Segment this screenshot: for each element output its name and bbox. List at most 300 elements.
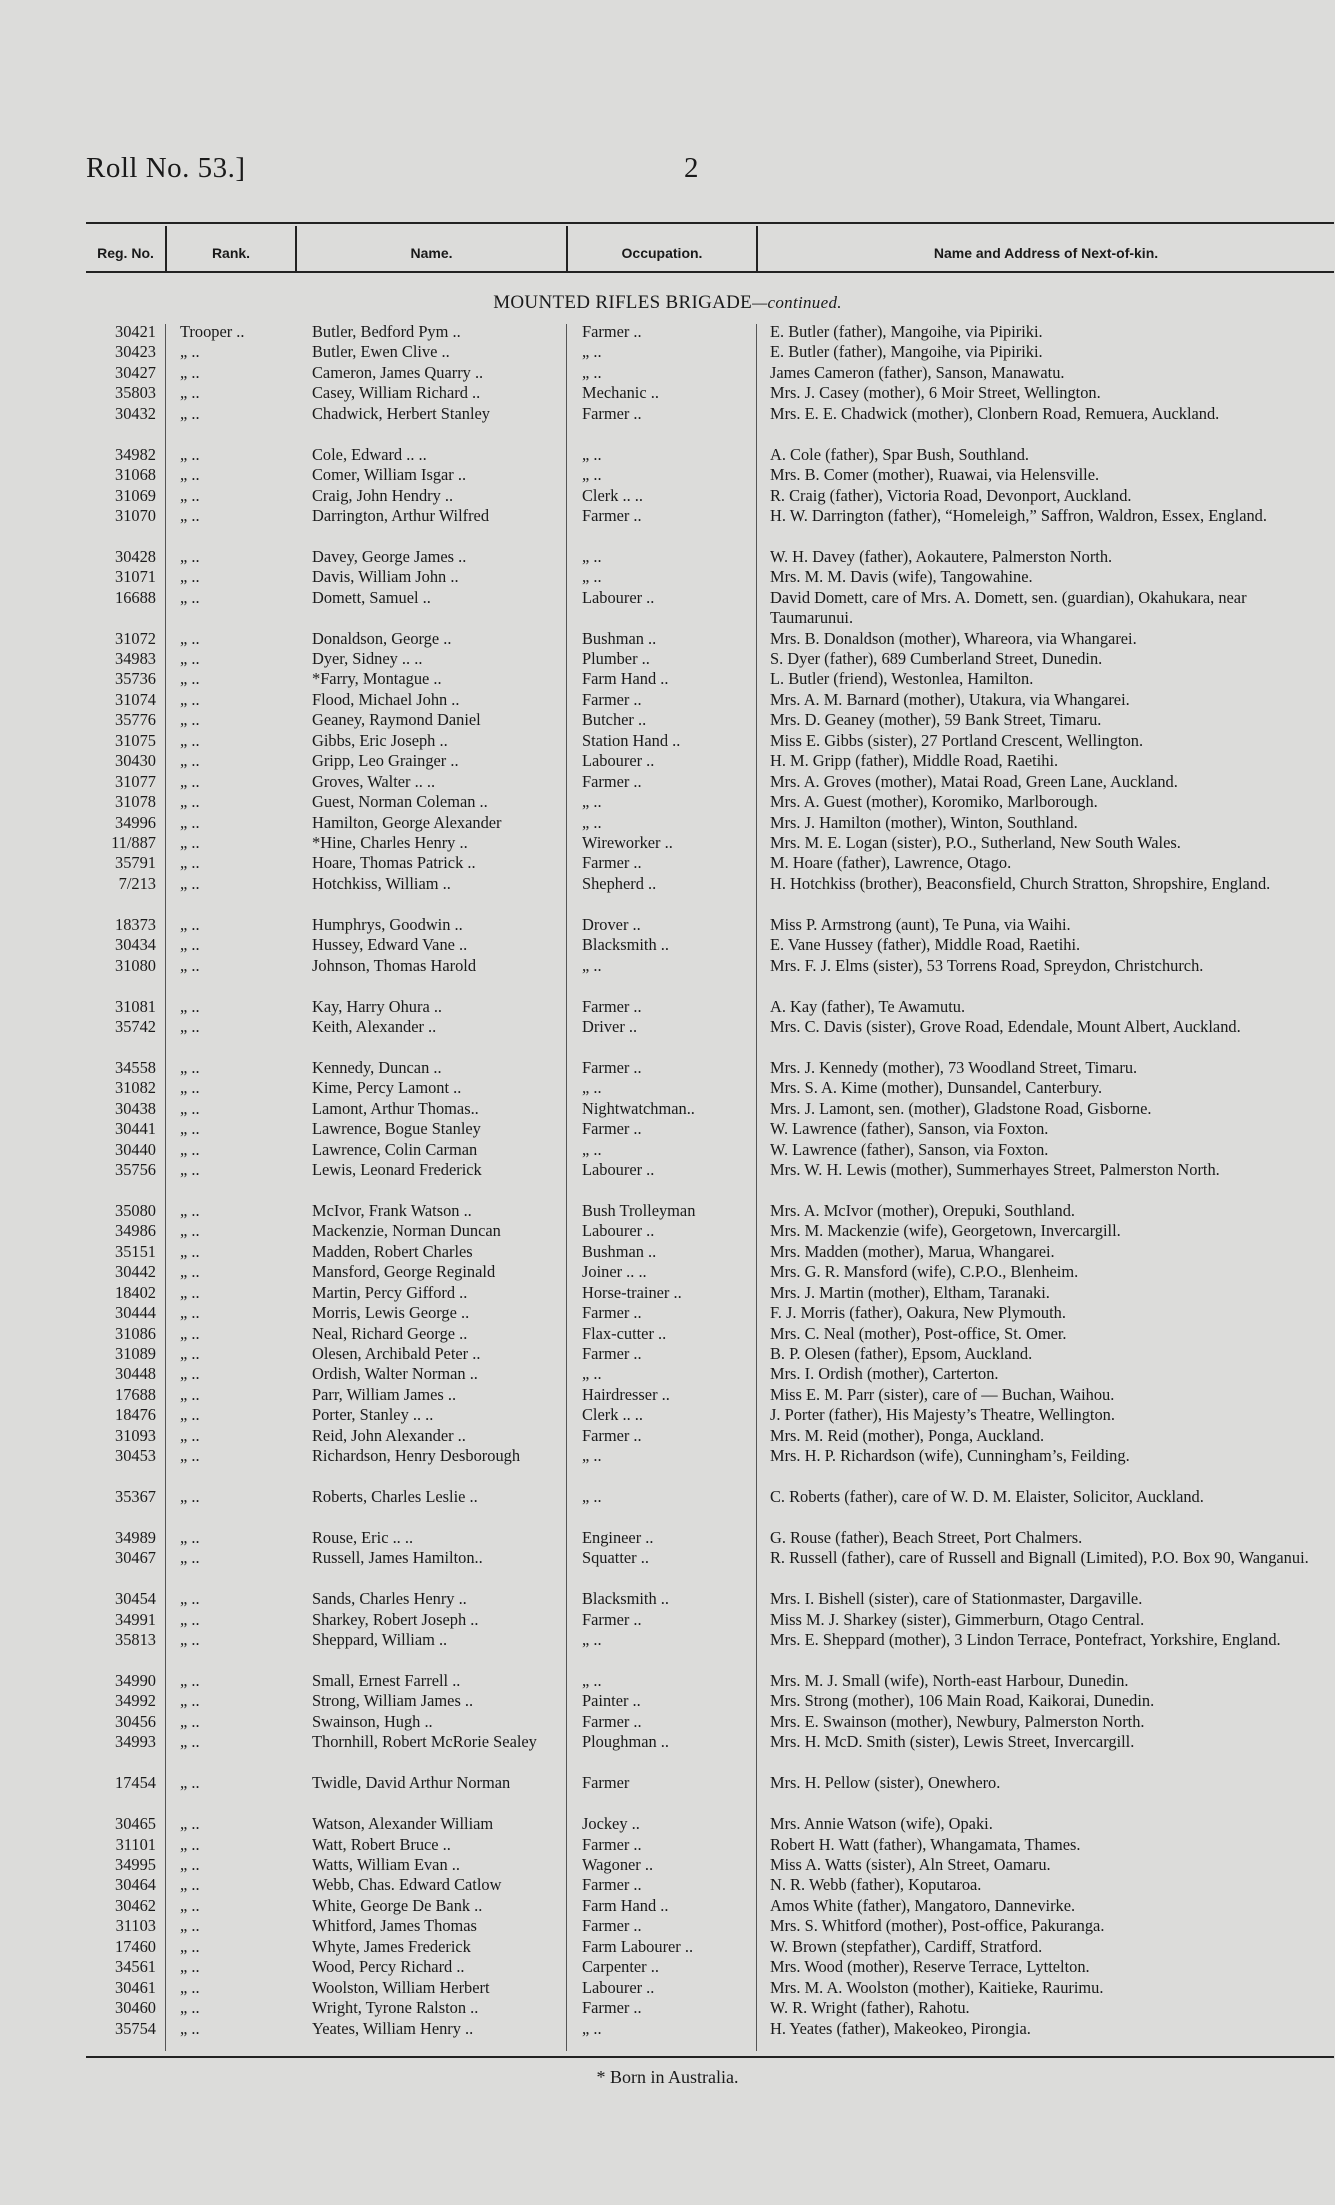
next-of-kin: W. H. Davey (father), Aokautere, Palmerston North. <box>770 546 1113 566</box>
next-of-kin: H. W. Darrington (father), “Homeleigh,” Saffron, Waldron, Essex, England. <box>770 505 1267 525</box>
column-header-name: Name. <box>410 245 453 261</box>
reg-number: 31082 <box>115 1078 156 1098</box>
next-of-kin: Mrs. S. Whitford (mother), Post-office, Pakuranga. <box>770 1916 1105 1936</box>
table-row <box>0 792 1335 812</box>
table-row <box>0 1426 1335 1446</box>
rank: „ .. <box>180 1711 200 1731</box>
table-row <box>0 997 1335 1017</box>
rank: „ .. <box>180 832 200 852</box>
reg-number: 18373 <box>115 914 156 934</box>
soldier-name: Gripp, Leo Grainger .. <box>312 751 459 771</box>
table-row <box>0 486 1335 506</box>
next-of-kin: Mrs. F. J. Elms (sister), 53 Torrens Road, Spreydon, Christchurch. <box>770 955 1204 975</box>
rank: „ .. <box>180 955 200 975</box>
table-row <box>0 1855 1335 1875</box>
rank: „ .. <box>180 873 200 893</box>
table-row <box>0 956 1335 997</box>
reg-number: 34992 <box>115 1691 156 1711</box>
next-of-kin: Mrs. J. Casey (mother), 6 Moir Street, Wellington. <box>770 383 1101 403</box>
rank: „ .. <box>180 465 200 485</box>
occupation: Farmer .. <box>582 1119 642 1139</box>
soldier-name: Lawrence, Colin Carman <box>312 1139 478 1159</box>
table-row <box>0 1099 1335 1119</box>
soldier-name: Sharkey, Robert Joseph .. <box>312 1609 479 1629</box>
occupation: Butcher .. <box>582 710 647 730</box>
table-row <box>0 1242 1335 1262</box>
occupation: Farmer .. <box>582 1998 642 2018</box>
rank: „ .. <box>180 546 200 566</box>
table-row <box>0 506 1335 547</box>
reg-number: 34990 <box>115 1671 156 1691</box>
next-of-kin: Mrs. M. E. Logan (sister), P.O., Sutherland, New South Wales. <box>770 832 1181 852</box>
reg-number: 18402 <box>115 1282 156 1302</box>
rank: „ .. <box>180 1200 200 1220</box>
rank: „ .. <box>180 1446 200 1466</box>
next-of-kin: Mrs. J. Martin (mother), Eltham, Taranaki. <box>770 1282 1050 1302</box>
reg-number: 30454 <box>115 1589 156 1609</box>
section-title: MOUNTED RIFLES BRIGADE <box>493 292 753 313</box>
table-row <box>0 1303 1335 1323</box>
occupation: Farmer .. <box>582 1834 642 1854</box>
reg-number: 31071 <box>115 567 156 587</box>
occupation: Farmer .. <box>582 996 642 1016</box>
reg-number: 34983 <box>115 649 156 669</box>
soldier-name: Roberts, Charles Leslie .. <box>312 1487 478 1507</box>
next-of-kin: Mrs. B. Donaldson (mother), Whareora, via Whangarei. <box>770 628 1137 648</box>
next-of-kin: Miss A. Watts (sister), Aln Street, Oamaru. <box>770 1855 1051 1875</box>
rank: „ .. <box>180 1405 200 1425</box>
table-row <box>0 547 1335 567</box>
table-row <box>0 1201 1335 1221</box>
soldier-name: McIvor, Frank Watson .. <box>312 1200 472 1220</box>
occupation: „ .. <box>582 342 602 362</box>
column-header-rank: Rank. <box>211 245 251 261</box>
soldier-name: Twidle, David Arthur Norman <box>312 1773 511 1793</box>
rank: „ .. <box>180 730 200 750</box>
next-of-kin: Mrs. J. Kennedy (mother), 73 Woodland Street, Timaru. <box>770 1057 1138 1077</box>
next-of-kin: Mrs. C. Neal (mother), Post-office, St. Omer. <box>770 1323 1067 1343</box>
reg-number: 35813 <box>115 1630 156 1650</box>
occupation: „ .. <box>582 1078 602 1098</box>
soldier-name: Small, Ernest Farrell .. <box>312 1671 461 1691</box>
table-row <box>0 1691 1335 1711</box>
table-row <box>0 1835 1335 1855</box>
occupation: „ .. <box>582 444 602 464</box>
next-of-kin: A. Cole (father), Spar Bush, Southland. <box>770 444 1030 464</box>
next-of-kin: Miss E. Gibbs (sister), 27 Portland Crescent, Wellington. <box>770 730 1144 750</box>
soldier-name: Davey, George James .. <box>312 546 467 566</box>
rank: „ .. <box>180 1323 200 1343</box>
soldier-name: Gibbs, Eric Joseph .. <box>312 730 448 750</box>
rank: „ .. <box>180 587 200 607</box>
table-row <box>0 1364 1335 1384</box>
rank: „ .. <box>180 792 200 812</box>
next-of-kin: Miss P. Armstrong (aunt), Te Puna, via Waihi. <box>770 914 1071 934</box>
soldier-name: Humphrys, Goodwin .. <box>312 914 463 934</box>
occupation: Engineer .. <box>582 1527 654 1547</box>
soldier-name: Hussey, Edward Vane .. <box>312 935 468 955</box>
next-of-kin: Mrs. E. Swainson (mother), Newbury, Palmerston North. <box>770 1711 1145 1731</box>
table-row <box>0 1875 1335 1895</box>
reg-number: 31068 <box>115 465 156 485</box>
soldier-name: Dyer, Sidney .. .. <box>312 649 423 669</box>
rank: „ .. <box>180 567 200 587</box>
soldier-name: Parr, William James .. <box>312 1384 457 1404</box>
table-row <box>0 1324 1335 1344</box>
soldier-name: Watt, Robert Bruce .. <box>312 1834 451 1854</box>
next-of-kin: Mrs. C. Davis (sister), Grove Road, Edendale, Mount Albert, Auckland. <box>770 1016 1241 1036</box>
rank: „ .. <box>180 1262 200 1282</box>
rank: „ .. <box>180 689 200 709</box>
next-of-kin: Mrs. M. A. Woolston (mother), Kaitieke, Raurimu. <box>770 1977 1104 1997</box>
rank: „ .. <box>180 505 200 525</box>
occupation: Farmer .. <box>582 853 642 873</box>
header-bottom-rule <box>86 271 1334 273</box>
soldier-name: Thornhill, Robert McRorie Sealey <box>312 1732 537 1752</box>
reg-number: 31072 <box>115 628 156 648</box>
rank: „ .. <box>180 403 200 423</box>
rank: „ .. <box>180 710 200 730</box>
reg-number: 35736 <box>115 669 156 689</box>
soldier-name: Strong, William James .. <box>312 1691 474 1711</box>
occupation: „ .. <box>582 1487 602 1507</box>
rank: „ .. <box>180 2018 200 2038</box>
table-row <box>0 342 1335 362</box>
table-row <box>0 1814 1335 1834</box>
reg-number: 30464 <box>115 1875 156 1895</box>
occupation: Carpenter .. <box>582 1957 659 1977</box>
rank: „ .. <box>180 1425 200 1445</box>
occupation: Bush Trolleyman <box>582 1200 696 1220</box>
next-of-kin: E. Vane Hussey (father), Middle Road, Raetihi. <box>770 935 1081 955</box>
reg-number: 31089 <box>115 1343 156 1363</box>
reg-number: 30438 <box>115 1098 156 1118</box>
reg-number: 31078 <box>115 792 156 812</box>
next-of-kin: Miss M. J. Sharkey (sister), Gimmerburn, Otago Central. <box>770 1609 1145 1629</box>
next-of-kin: E. Butler (father), Mangoihe, via Pipiriki. <box>770 342 1043 362</box>
rank: „ .. <box>180 1078 200 1098</box>
table-row <box>0 1487 1335 1528</box>
rank: „ .. <box>180 1057 200 1077</box>
soldier-name: Sheppard, William .. <box>312 1630 448 1650</box>
rank: „ .. <box>180 383 200 403</box>
next-of-kin: L. Butler (friend), Westonlea, Hamilton. <box>770 669 1034 689</box>
reg-number: 31101 <box>115 1834 156 1854</box>
occupation: Wireworker .. <box>582 832 673 852</box>
next-of-kin: E. Butler (father), Mangoihe, via Pipiriki. <box>770 322 1043 341</box>
reg-number: 31081 <box>115 996 156 1016</box>
next-of-kin: Mrs. A. Guest (mother), Koromiko, Marlborough. <box>770 792 1098 812</box>
next-of-kin: Mrs. I. Bishell (sister), care of Stationmaster, Dargaville. <box>770 1589 1143 1609</box>
occupation: Farm Hand .. <box>582 1895 669 1915</box>
occupation: „ .. <box>582 1139 602 1159</box>
next-of-kin: W. Lawrence (father), Sanson, via Foxton. <box>770 1139 1049 1159</box>
occupation: „ .. <box>582 955 602 975</box>
occupation: Bushman .. <box>582 1241 657 1261</box>
occupation: Farmer .. <box>582 1875 642 1895</box>
next-of-kin: F. J. Morris (father), Oakura, New Plymouth. <box>770 1303 1066 1323</box>
occupation: Painter .. <box>582 1691 641 1711</box>
table-row <box>0 1630 1335 1671</box>
table-row <box>0 1998 1335 2018</box>
table-row <box>0 649 1335 669</box>
soldier-name: Watts, William Evan .. <box>312 1855 460 1875</box>
soldier-name: Keith, Alexander .. <box>312 1016 437 1036</box>
table-row <box>0 1344 1335 1364</box>
soldier-name: Whitford, James Thomas <box>312 1916 477 1936</box>
next-of-kin: Mrs. A. M. Barnard (mother), Utakura, via Whangarei. <box>770 689 1130 709</box>
rank: „ .. <box>180 853 200 873</box>
next-of-kin: H. M. Gripp (father), Middle Road, Raetihi. <box>770 751 1059 771</box>
reg-number: 35742 <box>115 1016 156 1036</box>
occupation: Labourer .. <box>582 751 655 771</box>
next-of-kin: Miss E. M. Parr (sister), care of — Buchan, Waihou. <box>770 1384 1115 1404</box>
occupation: Labourer .. <box>582 1977 655 1997</box>
soldier-name: Chadwick, Herbert Stanley <box>312 403 490 423</box>
rank: „ .. <box>180 1609 200 1629</box>
next-of-kin: Mrs. D. Geaney (mother), 59 Bank Street, Timaru. <box>770 710 1102 730</box>
soldier-name: Mackenzie, Norman Duncan <box>312 1221 501 1241</box>
roll-number: Roll No. 53.] <box>86 152 246 184</box>
next-of-kin: B. P. Olesen (father), Epsom, Auckland. <box>770 1343 1033 1363</box>
reg-number: 31093 <box>115 1425 156 1445</box>
soldier-name: Porter, Stanley .. .. <box>312 1405 434 1425</box>
table-row <box>0 1262 1335 1282</box>
occupation: Farmer .. <box>582 1343 642 1363</box>
reg-number: 31075 <box>115 730 156 750</box>
section-heading <box>0 292 1335 314</box>
reg-number: 30465 <box>115 1814 156 1834</box>
table-row <box>0 1119 1335 1139</box>
soldier-name: Domett, Samuel .. <box>312 587 431 607</box>
next-of-kin: Mrs. Wood (mother), Reserve Terrace, Lyttelton. <box>770 1957 1090 1977</box>
reg-number: 35791 <box>115 853 156 873</box>
table-row <box>0 690 1335 710</box>
rank: „ .. <box>180 1548 200 1568</box>
soldier-name: Wright, Tyrone Ralston .. <box>312 1998 479 2018</box>
reg-number: 11/887 <box>111 832 156 852</box>
next-of-kin: Mrs. H. McD. Smith (sister), Lewis Street, Invercargill. <box>770 1732 1135 1752</box>
occupation: Farmer .. <box>582 1711 642 1731</box>
occupation: Flax-cutter .. <box>582 1323 667 1343</box>
soldier-name: Casey, William Richard .. <box>312 383 481 403</box>
soldier-name: *Farry, Montague .. <box>312 669 442 689</box>
rank: „ .. <box>180 1773 200 1793</box>
next-of-kin: David Domett, care of Mrs. A. Domett, sen. (guardian), Okahukara, near Taumarunui. <box>770 587 1247 628</box>
soldier-name: Butler, Ewen Clive .. <box>312 342 450 362</box>
next-of-kin: Mrs. M. J. Small (wife), North-east Harbour, Dunedin. <box>770 1671 1129 1691</box>
occupation: Drover .. <box>582 914 641 934</box>
rank: „ .. <box>180 1957 200 1977</box>
occupation: „ .. <box>582 546 602 566</box>
table-row <box>0 731 1335 751</box>
table-row <box>0 1957 1335 1977</box>
table-row <box>0 1712 1335 1732</box>
rank: „ .. <box>180 1936 200 1956</box>
soldier-name: Wood, Percy Richard .. <box>312 1957 465 1977</box>
rank: „ .. <box>180 1303 200 1323</box>
reg-number: 31070 <box>115 505 156 525</box>
table-row <box>0 1078 1335 1098</box>
reg-number: 35151 <box>115 1241 156 1261</box>
table-row <box>0 772 1335 792</box>
rank: „ .. <box>180 1364 200 1384</box>
table-row <box>0 322 1335 342</box>
next-of-kin: Mrs. H. Pellow (sister), Onewhero. <box>770 1773 1001 1793</box>
rank: „ .. <box>180 1998 200 2018</box>
occupation: Farmer .. <box>582 1057 642 1077</box>
reg-number: 35803 <box>115 383 156 403</box>
rank: „ .. <box>180 1834 200 1854</box>
rank: „ .. <box>180 628 200 648</box>
reg-number: 30456 <box>115 1711 156 1731</box>
rank: „ .. <box>180 1343 200 1363</box>
rank: „ .. <box>180 935 200 955</box>
occupation: Blacksmith .. <box>582 1589 669 1609</box>
table-row <box>0 1671 1335 1691</box>
occupation: Squatter .. <box>582 1548 649 1568</box>
reg-number: 34982 <box>115 444 156 464</box>
next-of-kin: R. Craig (father), Victoria Road, Devonport, Auckland. <box>770 485 1132 505</box>
rank: „ .. <box>180 914 200 934</box>
reg-number: 34558 <box>115 1057 156 1077</box>
table-row <box>0 669 1335 689</box>
rank: „ .. <box>180 1119 200 1139</box>
soldier-name: Martin, Percy Gifford .. <box>312 1282 468 1302</box>
roll-table-body <box>0 322 1335 2039</box>
next-of-kin: Mrs. B. Comer (mother), Ruawai, via Helensville. <box>770 465 1100 485</box>
soldier-name: Flood, Michael John .. <box>312 689 460 709</box>
reg-number: 30448 <box>115 1364 156 1384</box>
reg-number: 18476 <box>115 1405 156 1425</box>
rank: „ .. <box>180 1098 200 1118</box>
occupation: „ .. <box>582 812 602 832</box>
reg-number: 31074 <box>115 689 156 709</box>
section-suffix: —continued. <box>752 293 842 312</box>
occupation: Bushman .. <box>582 628 657 648</box>
soldier-name: Mansford, George Reginald <box>312 1262 496 1282</box>
reg-number: 30434 <box>115 935 156 955</box>
occupation: „ .. <box>582 1446 602 1466</box>
occupation: Farmer .. <box>582 1609 642 1629</box>
table-row <box>0 1221 1335 1241</box>
next-of-kin: Mrs. Strong (mother), 106 Main Road, Kaikorai, Dunedin. <box>770 1691 1155 1711</box>
soldier-name: *Hine, Charles Henry .. <box>312 832 468 852</box>
occupation: Farmer .. <box>582 1303 642 1323</box>
table-row <box>0 2019 1335 2039</box>
table-row <box>0 1589 1335 1609</box>
occupation: Farmer .. <box>582 505 642 525</box>
table-row <box>0 813 1335 833</box>
table-row <box>0 1140 1335 1160</box>
rank: „ .. <box>180 1977 200 1997</box>
next-of-kin: Mrs. J. Hamilton (mother), Winton, Southland. <box>770 812 1078 832</box>
rank: „ .. <box>180 771 200 791</box>
table-row <box>0 874 1335 915</box>
next-of-kin: Mrs. A. Groves (mother), Matai Road, Green Lane, Auckland. <box>770 771 1178 791</box>
rank: „ .. <box>180 485 200 505</box>
soldier-name: Kay, Harry Ohura .. <box>312 996 443 1016</box>
soldier-name: Neal, Richard George .. <box>312 1323 468 1343</box>
soldier-name: Hamilton, George Alexander <box>312 812 502 832</box>
next-of-kin: G. Rouse (father), Beach Street, Port Chalmers. <box>770 1527 1083 1547</box>
soldier-name: Swainson, Hugh .. <box>312 1711 433 1731</box>
soldier-name: Darrington, Arthur Wilfred <box>312 505 490 525</box>
reg-number: 35080 <box>115 1200 156 1220</box>
reg-number: 30440 <box>115 1139 156 1159</box>
reg-number: 30427 <box>115 362 156 382</box>
rank: „ .. <box>180 669 200 689</box>
page-number: 2 <box>684 152 699 184</box>
table-row <box>0 1548 1335 1589</box>
rank: „ .. <box>180 1630 200 1650</box>
occupation: Station Hand .. <box>582 730 681 750</box>
occupation: Farmer .. <box>582 771 642 791</box>
next-of-kin: J. Porter (father), His Majesty’s Theatre, Wellington. <box>770 1405 1115 1425</box>
next-of-kin: M. Hoare (father), Lawrence, Otago. <box>770 853 1012 873</box>
reg-number: 34995 <box>115 1855 156 1875</box>
reg-number: 31077 <box>115 771 156 791</box>
table-row <box>0 935 1335 955</box>
reg-number: 16688 <box>115 587 156 607</box>
reg-number: 17460 <box>115 1936 156 1956</box>
table-row <box>0 1528 1335 1548</box>
reg-number: 35776 <box>115 710 156 730</box>
table-row <box>0 404 1335 445</box>
rank: „ .. <box>180 1016 200 1036</box>
table-row <box>0 465 1335 485</box>
rank: „ .. <box>180 362 200 382</box>
next-of-kin: C. Roberts (father), care of W. D. M. Elaister, Solicitor, Auckland. <box>770 1487 1204 1507</box>
reg-number: 34561 <box>115 1957 156 1977</box>
soldier-name: Lawrence, Bogue Stanley <box>312 1119 481 1139</box>
reg-number: 30453 <box>115 1446 156 1466</box>
footer-rule <box>86 2056 1334 2058</box>
table-row <box>0 1058 1335 1078</box>
reg-number: 17688 <box>115 1384 156 1404</box>
occupation: Clerk .. .. <box>582 485 644 505</box>
reg-number: 30432 <box>115 403 156 423</box>
soldier-name: Whyte, James Frederick <box>312 1936 471 1956</box>
table-row <box>0 1017 1335 1058</box>
soldier-name: Geaney, Raymond Daniel <box>312 710 481 730</box>
table-row <box>0 1610 1335 1630</box>
rank: „ .. <box>180 1895 200 1915</box>
occupation: Farm Labourer .. <box>582 1936 694 1956</box>
next-of-kin: H. Yeates (father), Makeokeo, Pirongia. <box>770 2018 1031 2038</box>
rank: „ .. <box>180 1527 200 1547</box>
next-of-kin: Mrs. M. Mackenzie (wife), Georgetown, Invercargill. <box>770 1221 1121 1241</box>
soldier-name: Groves, Walter .. .. <box>312 771 436 791</box>
soldier-name: Woolston, William Herbert <box>312 1977 490 1997</box>
table-row <box>0 567 1335 587</box>
occupation: Farmer .. <box>582 403 642 423</box>
table-row <box>0 751 1335 771</box>
column-header-next-of-kin: Name and Address of Next-of-kin. <box>933 245 1159 261</box>
next-of-kin: R. Russell (father), care of Russell and Bignall (Limited), P.O. Box 90, Wanganui. <box>770 1548 1309 1568</box>
next-of-kin: N. R. Webb (father), Koputaroa. <box>770 1875 982 1895</box>
reg-number: 34993 <box>115 1732 156 1752</box>
next-of-kin: Mrs. W. H. Lewis (mother), Summerhayes Street, Palmerston North. <box>770 1160 1220 1180</box>
table-row <box>0 1937 1335 1957</box>
table-row <box>0 1160 1335 1201</box>
reg-number: 35756 <box>115 1160 156 1180</box>
reg-number: 30444 <box>115 1303 156 1323</box>
header-top-rule <box>86 222 1334 224</box>
occupation: Plumber .. <box>582 649 650 669</box>
soldier-name: Kennedy, Duncan .. <box>312 1057 442 1077</box>
soldier-name: Butler, Bedford Pym .. <box>312 322 461 341</box>
